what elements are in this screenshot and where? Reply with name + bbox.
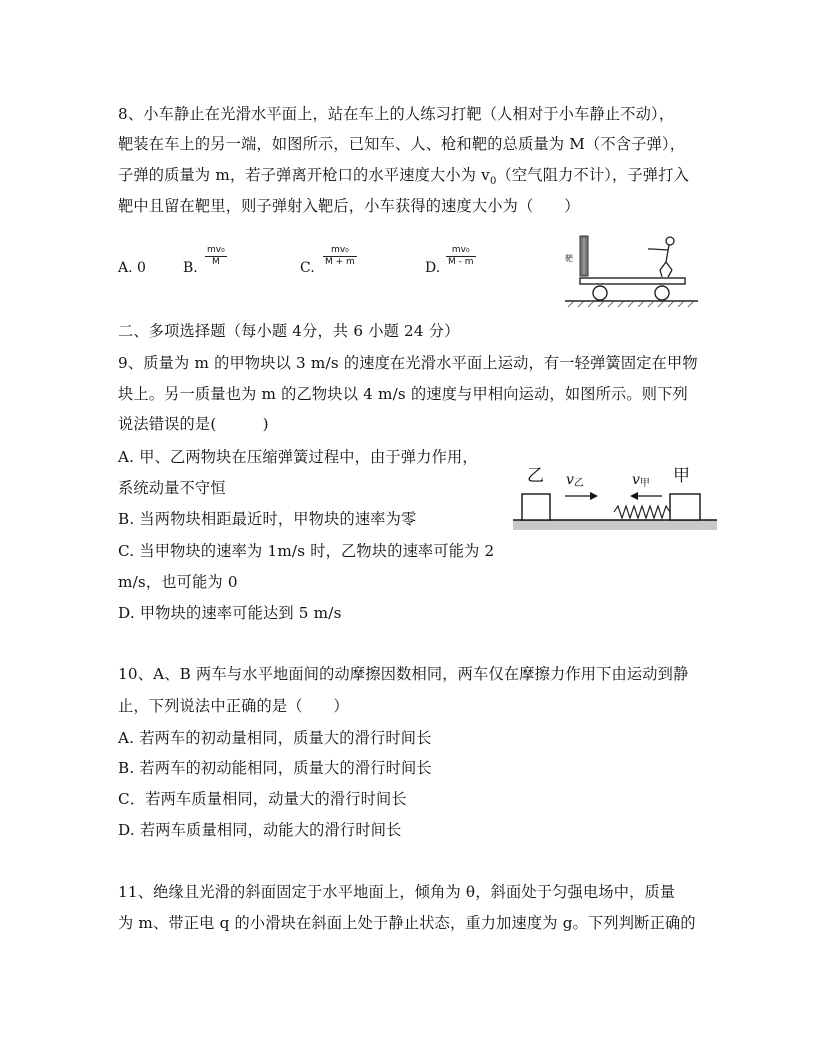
q8-option-b-numerator: mv₀	[207, 245, 225, 255]
q8-option-c-label: C.	[300, 260, 315, 276]
q9-option-d: D. 甲物块的速率可能达到 5 m/s	[118, 604, 342, 622]
q10-option-b: B. 若两车的初动能相同，质量大的滑行时间长	[118, 759, 432, 777]
q11-line-1: 11、绝缘且光滑的斜面固定于水平地面上，倾角为 θ，斜面处于匀强电场中，质量	[118, 883, 676, 901]
v-yi-label	[566, 472, 584, 489]
q8-option-b-label: B.	[183, 260, 198, 276]
cart-platform	[580, 278, 685, 284]
q10-option-c: C．若两车质量相同，动量大的滑行时间长	[118, 790, 407, 808]
section-2-heading: 二、多项选择题（每小题 4分，共 6 小题 24 分）	[118, 322, 460, 340]
q9-blocks-figure	[510, 462, 722, 538]
block-jia	[670, 494, 700, 520]
q10-option-d: D. 若两车质量相同，动能大的滑行时间长	[118, 821, 402, 839]
q9-option-a-line-1: A. 甲、乙两物块在压缩弹簧过程中，由于弹力作用，	[118, 448, 478, 466]
q8-line-3-text: 子弹的质量为 m，若子弹离开枪口的水平速度大小为 v	[118, 166, 490, 184]
q8-option-d-numerator: mv₀	[451, 245, 470, 255]
q8-option-d-denominator: M - m	[448, 257, 474, 267]
q8-option-b-denominator: M	[211, 257, 220, 267]
q8-line-3	[118, 165, 689, 192]
block-jia-label: 甲	[673, 466, 690, 486]
q9-option-c-line-1: C. 当甲物块的速率为 1m/s 时，乙物块的速率可能为 2	[118, 542, 495, 560]
q8-v-subscript: 0	[489, 176, 497, 188]
block-yi-label: 乙	[527, 466, 544, 486]
surface-shading	[513, 520, 717, 530]
q8-option-b-fraction	[205, 245, 227, 268]
q8-option-c-denominator: M + m	[325, 257, 355, 267]
v-yi-arrow-head	[590, 492, 598, 500]
v-yi-symbol: v	[566, 472, 574, 488]
q8-line-3-tail: （空气阻力不计），子弹打入	[496, 166, 689, 184]
q10-option-a: A. 若两车的初动量相同，质量大的滑行时间长	[118, 729, 432, 747]
q9-option-c-line-2: m/s，也可能为 0	[118, 573, 238, 591]
q8-cart-figure	[560, 228, 700, 312]
q9-line-2: 块上。另一质量也为 m 的乙物块以 4 m/s 的速度与甲相向运动，如图所示。则下列	[118, 385, 688, 403]
q11-line-2: 为 m、带正电 q 的小滑块在斜面上处于静止状态，重力加速度为 g。下列判断正确的	[118, 914, 696, 932]
v-yi-subscript: 乙	[573, 478, 584, 489]
q9-line-1: 9、质量为 m 的甲物块以 3 m/s 的速度在光滑水平面上运动，有一轻弹簧固定在甲物	[118, 354, 698, 372]
target-label: 靶	[565, 254, 573, 263]
q8-option-a: A. 0	[118, 260, 146, 276]
v-jia-subscript: 甲	[639, 478, 650, 489]
q8-line-4: 靶中且留在靶里，则子弹射入靶后，小车获得的速度大小为（ ）	[118, 197, 580, 215]
q8-line-1: 8、小车静止在光滑水平面上，站在车上的人练习打靶（人相对于小车静止不动），	[118, 105, 675, 123]
v-jia-symbol: v	[632, 472, 640, 488]
block-yi	[522, 494, 550, 520]
ground-hatching	[568, 301, 694, 307]
cart-wheel-left	[593, 286, 607, 300]
q8-option-d-fraction	[446, 245, 476, 268]
q9-line-3: 说法错误的是( )	[118, 415, 269, 433]
q9-option-b: B. 当两物块相距最近时，甲物块的速率为零	[118, 510, 417, 528]
q9-option-a-line-2: 系统动量不守恒	[118, 479, 226, 497]
spring	[614, 506, 670, 518]
q10-line-2: 止，下列说法中正确的是（ ）	[118, 697, 349, 715]
v-jia-label	[632, 472, 650, 489]
q8-option-d-label: D.	[425, 260, 441, 276]
q10-line-1: 10、A、B 两车与水平地面间的动摩擦因数相同，两车仅在摩擦力作用下由运动到静	[118, 665, 689, 683]
q8-line-2: 靶装在车上的另一端，如图所示，已知车、人、枪和靶的总质量为 M（不含子弹），	[118, 135, 686, 153]
v-jia-arrow-head	[630, 492, 638, 500]
shooter-figure	[648, 237, 674, 277]
cart-wheel-right	[655, 286, 669, 300]
q8-option-c-fraction	[323, 245, 357, 268]
q8-option-c-numerator: mv₀	[331, 245, 349, 255]
